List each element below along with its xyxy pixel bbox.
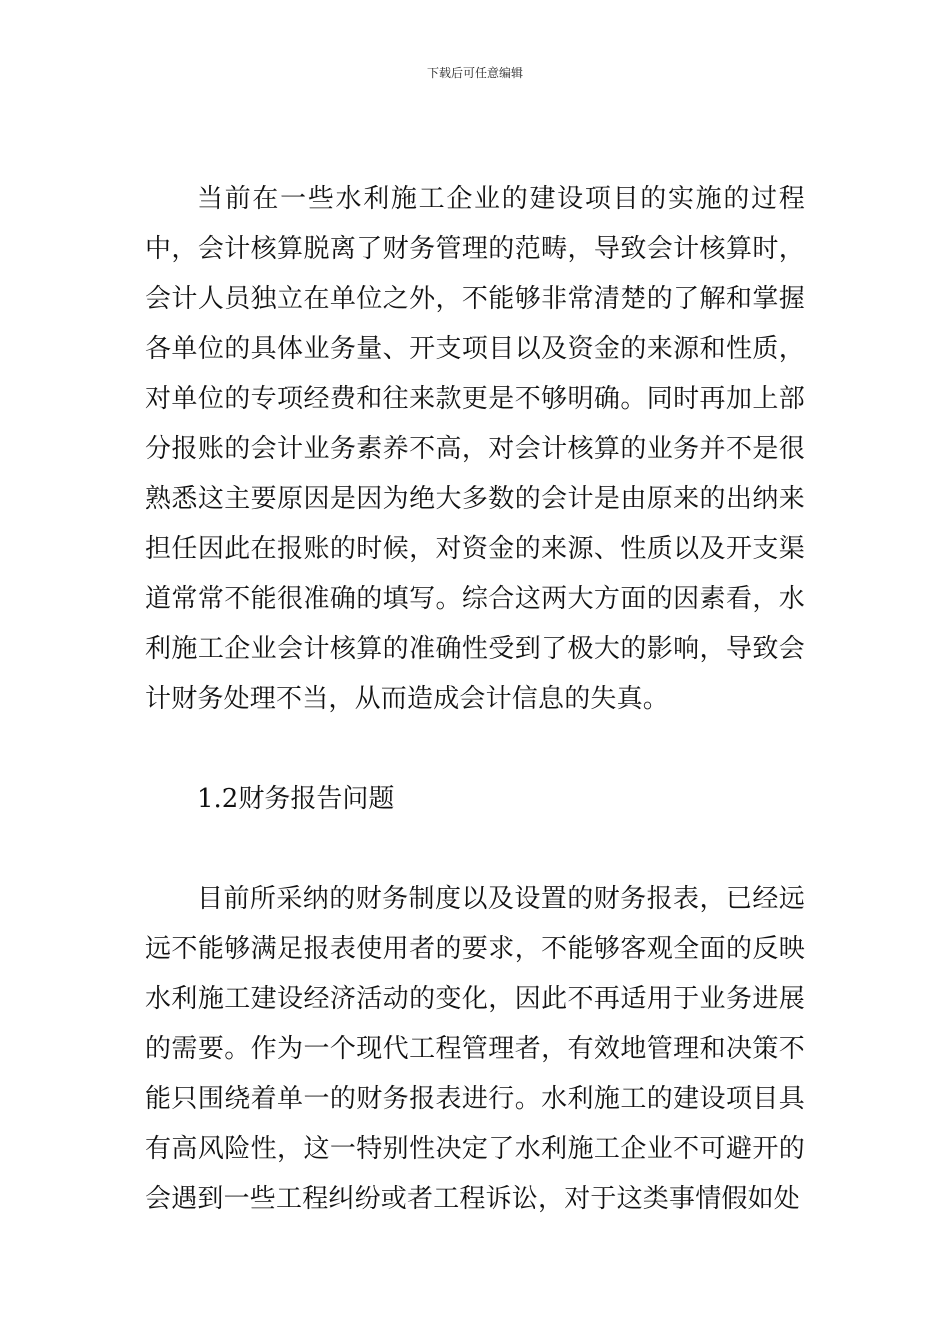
paragraph-financial-report-issue: 目前所采纳的财务制度以及设置的财务报表，已经远远不能够满足报表使用者的要求，不能够客观全面的反映水利施工建设经济活动的变化，因此不再适用于业务进展的需要。作为一个现代工程管理者，有效地管理和决策不能只围绕着单一的财务报表进行。水利施工的建设项目具有高风险性，这一特别性决定了水利施工企业不可避开的会遇到一些工程纠纷或者工程诉讼，对于这类事情假如处: [145, 884, 805, 1214]
section-heading-1-2: 1.2财务报告问题: [197, 784, 395, 814]
paragraph-accounting-issue: 当前在一些水利施工企业的建设项目的实施的过程中，会计核算脱离了财务管理的范畴，导致会计核算时，会计人员独立在单位之外，不能够非常清楚的了解和掌握各单位的具体业务量、开支项目以及资金的来源和性质，对单位的专项经费和往来款更是不够明确。同时再加上部分报账的会计业务素养不高，对会计核算的业务并不是很熟悉这主要原因是因为绝大多数的会计是由原来的出纳来担任因此在报账的时候，对资金的来源、性质以及开支渠道常常不能很准确的填写。综合这两大方面的因素看，水利施工企业会计核算的准确性受到了极大的影响，导致会计财务处理不当，从而造成会计信息的失真。: [145, 184, 805, 714]
document-body: [145, 174, 805, 1224]
paragraph-spacer: [145, 724, 805, 774]
page-header-note: 下载后可任意编辑: [426, 66, 523, 80]
heading-spacer: [145, 824, 805, 874]
